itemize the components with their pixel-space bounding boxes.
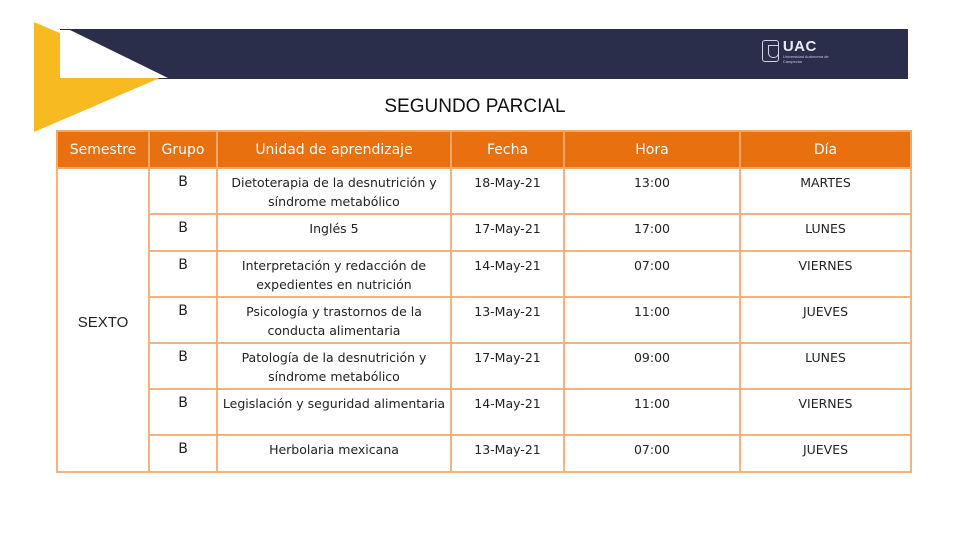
page-title: SEGUNDO PARCIAL [384,96,566,117]
semestre-cell: SEXTO [57,168,149,472]
unidad-cell: Psicología y trastornos de la conducta alimentaria [217,297,451,343]
hora-cell: 13:00 [564,168,740,214]
hora-cell: 07:00 [564,435,740,472]
fecha-cell: 14-May-21 [451,251,564,297]
hora-cell: 09:00 [564,343,740,389]
table-header-row [57,131,911,168]
fecha-cell: 13-May-21 [451,435,564,472]
table-row [57,297,911,343]
dia-cell: JUEVES [740,297,911,343]
dia-cell: JUEVES [740,435,911,472]
unidad-cell: Inglés 5 [217,214,451,251]
university-logo [762,36,832,66]
decorative-triangle [0,0,180,140]
fecha-cell: 18-May-21 [451,168,564,214]
logo-text: UAC [782,37,817,55]
table-row [57,168,911,214]
grupo-cell: B [149,297,217,343]
table-row [57,251,911,297]
logo-subtext: Universidad Autónoma de Campeche [782,53,829,64]
dia-cell: LUNES [740,214,911,251]
dia-cell: LUNES [740,343,911,389]
column-header-semestre: Semestre [57,131,149,168]
schedule-table [56,130,912,473]
dia-cell: VIERNES [740,389,911,435]
grupo-cell: B [149,343,217,389]
grupo-cell: B [149,435,217,472]
column-header-dia: Día [740,131,911,168]
hora-cell: 11:00 [564,297,740,343]
dia-cell: MARTES [740,168,911,214]
unidad-cell: Herbolaria mexicana [217,435,451,472]
table-row [57,389,911,435]
table-row [57,435,911,472]
unidad-cell: Dietoterapia de la desnutrición y síndrome metabólico [217,168,451,214]
column-header-fecha: Fecha [451,131,564,168]
university-seal-icon [762,40,779,62]
column-header-hora: Hora [564,131,740,168]
grupo-cell: B [149,251,217,297]
dia-cell: VIERNES [740,251,911,297]
column-header-unidad: Unidad de aprendizaje [217,131,451,168]
hora-cell: 17:00 [564,214,740,251]
unidad-cell: Interpretación y redacción de expedientes en nutrición [217,251,451,297]
fecha-cell: 17-May-21 [451,214,564,251]
table-row [57,214,911,251]
column-header-grupo: Grupo [149,131,217,168]
unidad-cell: Legislación y seguridad alimentaria [217,389,451,435]
fecha-cell: 13-May-21 [451,297,564,343]
unidad-cell: Patología de la desnutrición y síndrome metabólico [217,343,451,389]
grupo-cell: B [149,214,217,251]
fecha-cell: 17-May-21 [451,343,564,389]
grupo-cell: B [149,389,217,435]
hora-cell: 11:00 [564,389,740,435]
grupo-cell: B [149,168,217,214]
fecha-cell: 14-May-21 [451,389,564,435]
hora-cell: 07:00 [564,251,740,297]
table-row [57,343,911,389]
